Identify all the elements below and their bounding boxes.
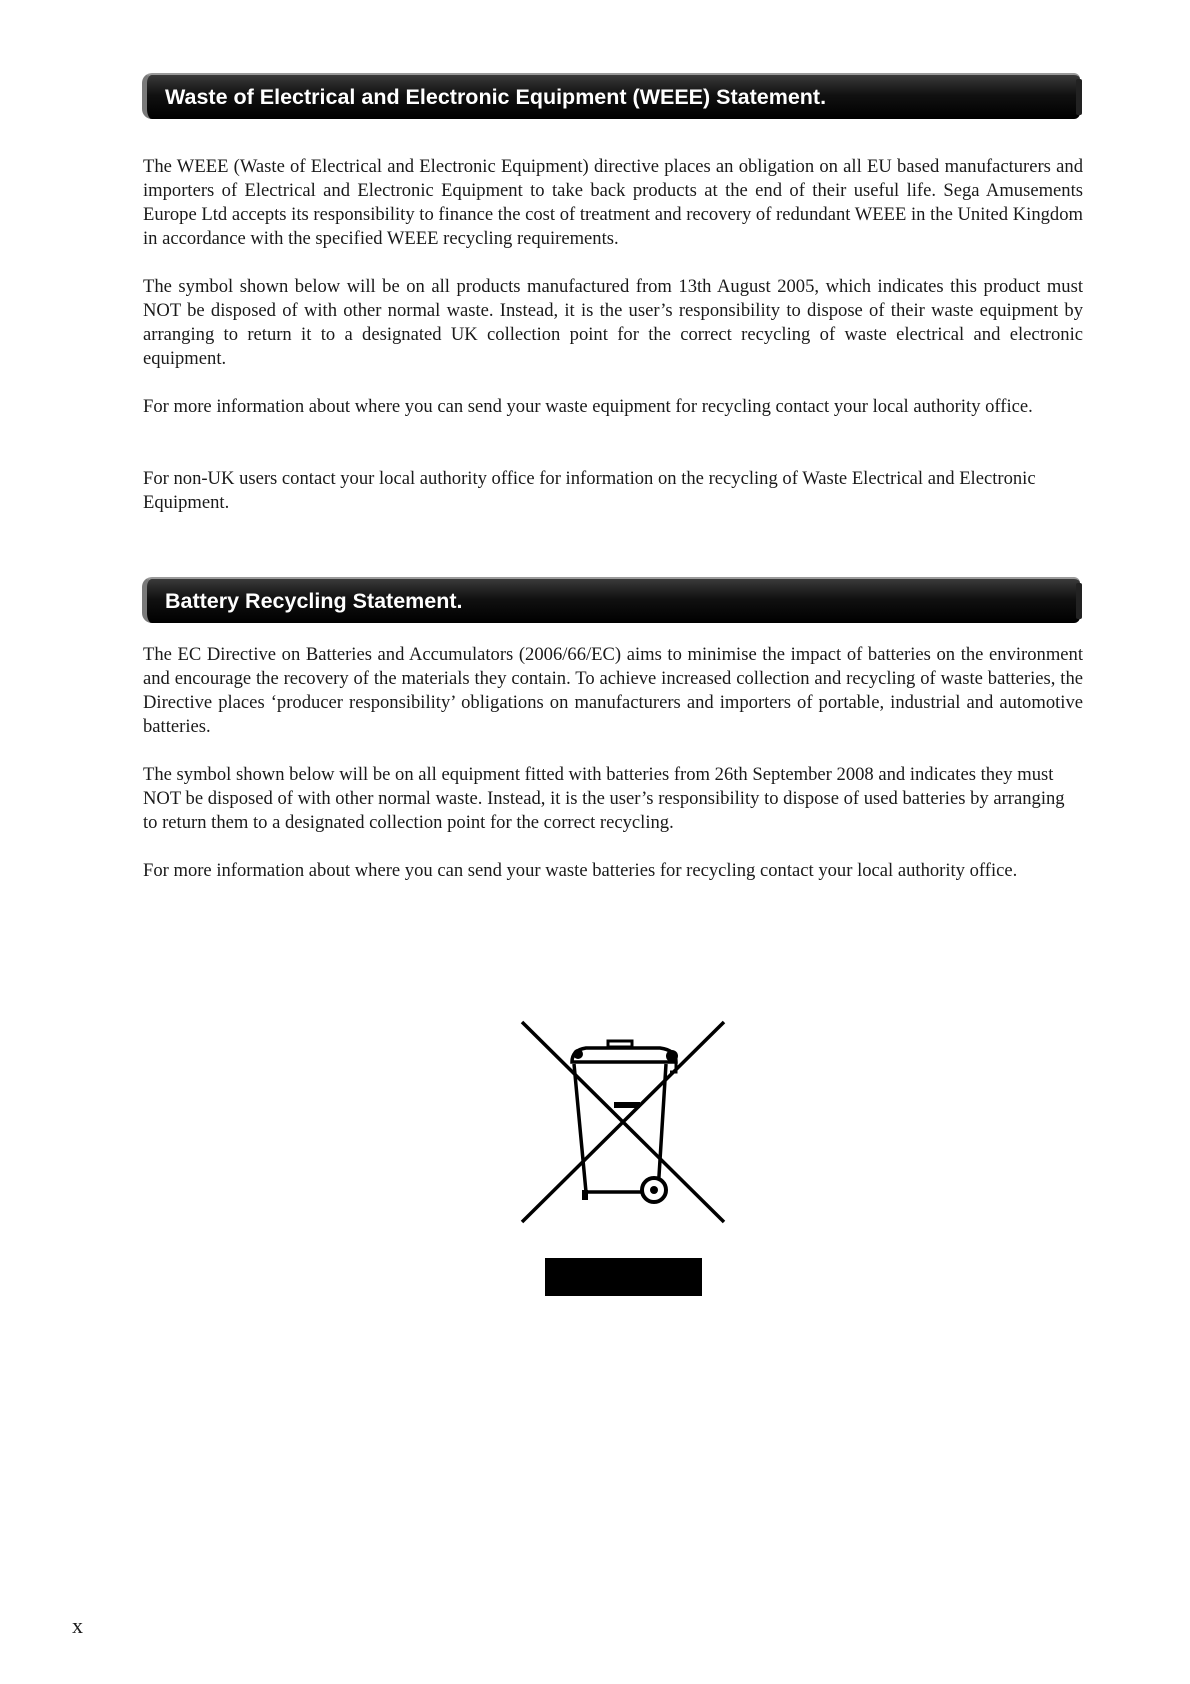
battery-section-header xyxy=(142,577,1080,623)
weee-paragraph-4: For non-UK users contact your local authority office for information on the recycling of Waste Electrical and Electronic Equipment. xyxy=(143,468,1036,513)
page-number: x xyxy=(72,1613,83,1638)
battery-paragraph-1: The EC Directive on Batteries and Accumulators (2006/66/EC) aims to minimise the impact of batteries on the environment and encourage the recovery of the materials they contain. To achieve increased collection and recycling of waste batteries, the Directive places ‘producer responsibility’ obligations on manufacturers and importers of portable, industrial and automotive batteries. xyxy=(143,644,1083,737)
crossed-out-wheelie-bin-icon xyxy=(520,1020,726,1224)
weee-paragraph-2: The symbol shown below will be on all products manufactured from 13th August 2005, which indicates this product must NOT be disposed of with other normal waste. Instead, it is the user’s responsibility to dispose of their waste equipment by arranging to return it to a designated UK collection point for the correct recycling of waste electrical and electronic equipment. xyxy=(143,276,1083,369)
weee-paragraph-3: For more information about where you can send your waste equipment for recycling contact your local authority office. xyxy=(143,396,1033,417)
weee-paragraph-1: The WEEE (Waste of Electrical and Electronic Equipment) directive places an obligation on all EU based manufacturers and importers of Electrical and Electronic Equipment to take back products at the end of their useful life. Sega Amusements Europe Ltd accepts its responsibility to finance the cost of treatment and recovery of redundant WEEE in the United Kingdom in accordance with the specified WEEE recycling requirements. xyxy=(143,156,1083,249)
battery-paragraph-3: For more information about where you can send your waste batteries for recycling contact your local authority office. xyxy=(143,860,1018,881)
battery-section-title: Battery Recycling Statement. xyxy=(165,589,463,613)
bin-underline-bar xyxy=(545,1258,702,1296)
weee-section-title: Waste of Electrical and Electronic Equipment (WEEE) Statement. xyxy=(165,85,827,109)
battery-paragraph-2: The symbol shown below will be on all equipment fitted with batteries from 26th September 2008 and indicates they must NOT be disposed of with other normal waste. Instead, it is the user’s responsibility to dispose of used batteries by arranging to return them to a designated collection point for the correct recycling. xyxy=(143,764,1065,833)
weee-section-header xyxy=(142,73,1080,119)
